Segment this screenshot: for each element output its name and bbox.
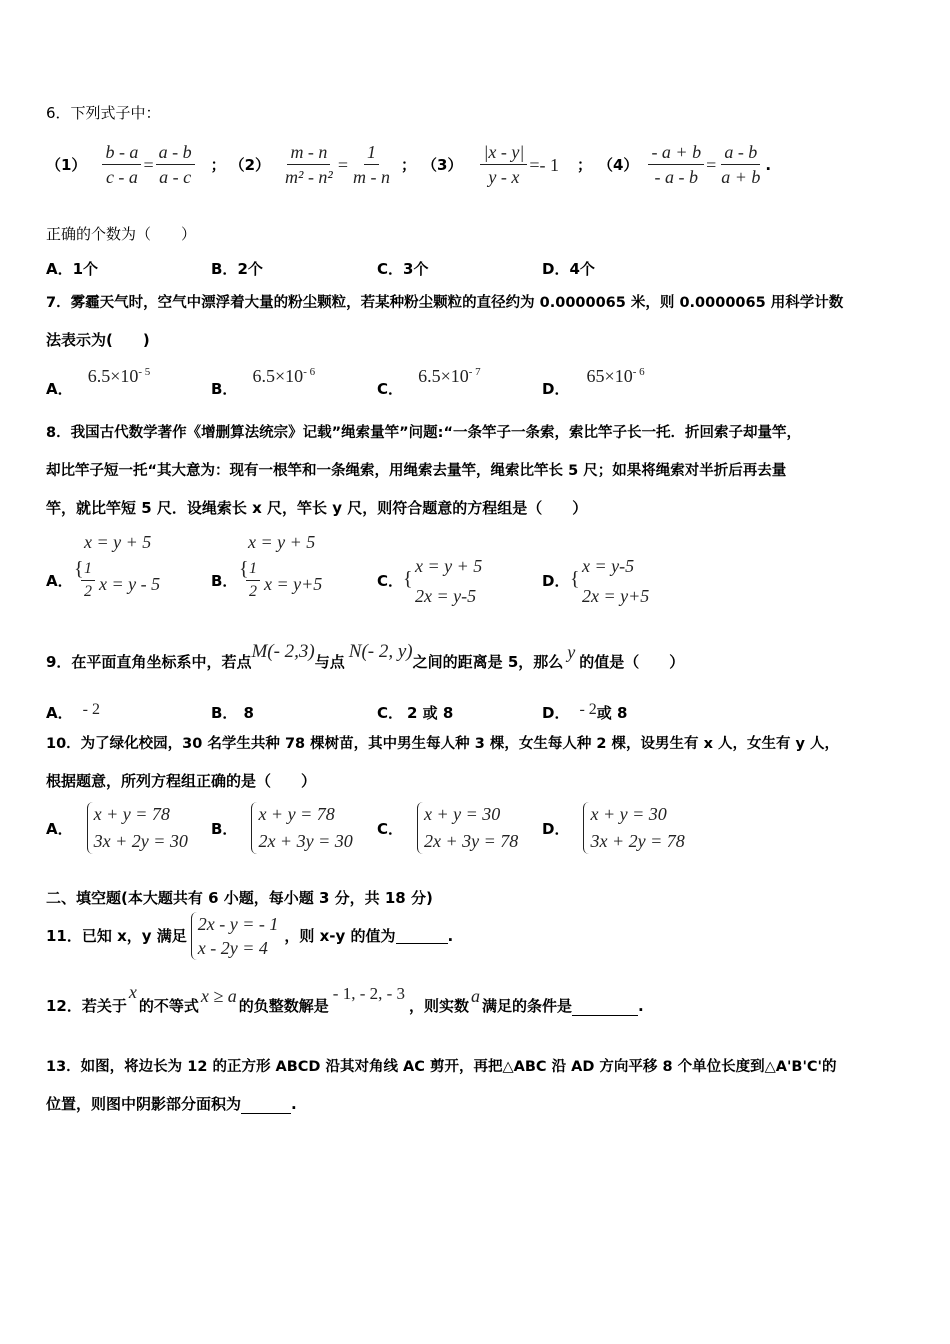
q8-option-b[interactable]: B． { x = y + 5 $\frac{1}{2}$ x = y+5 <box>211 532 323 600</box>
q8-option-c[interactable]: C． { x = y + 5 2x = y-5 <box>377 556 483 606</box>
q10-line2: 根据题意，所列方程组正确的是（ ） <box>46 772 317 790</box>
q12-var-a: a <box>471 986 481 1006</box>
q9-var-y: y <box>567 642 576 662</box>
q6-item2-eq: = <box>337 154 348 175</box>
q11-answer-blank[interactable] <box>396 929 448 944</box>
q10-line1: 10．为了绿化校园，30 名学生共种 78 棵树苗，其中男生每人种 3 棵，女生每人种 2 棵，设男生有 x 人，女生有 y 人， <box>46 736 840 752</box>
q11-text1: 11．已知 x，y 满足 <box>46 927 187 945</box>
q8-option-d[interactable]: D． { x = y-5 2x = y+5 <box>542 556 650 606</box>
q10-option-b[interactable]: B． x + y = 78 2x + 3y = 30 <box>211 802 353 854</box>
q9-text1: 9．在平面直角坐标系中，若点 <box>46 653 252 671</box>
q13-line1: 13．如图，将边长为 12 的正方形 ABCD 沿其对角线 AC 剪开，再把△ABC 沿 AD 方向平移 8 个单位长度到△A'B'C'的 <box>46 1059 837 1075</box>
q6-item1-lhs: $\frac{b - a}{c - a}$ <box>102 142 141 187</box>
q6-option-d[interactable]: D．4个 <box>542 260 595 278</box>
q8-line3: 竿，就比竿短 5 尺．设绳索长 x 尺，竿长 y 尺，则符合题意的方程组是（ ） <box>46 499 588 517</box>
q6-item4-sep: . <box>765 155 772 174</box>
q6-item2-label: （2） <box>229 155 271 174</box>
q7-option-d[interactable]: D． $65\times 10^{- 6}$ <box>542 366 645 398</box>
q12-inequality: x ≥ a <box>200 986 237 1006</box>
q6-item1-label: （1） <box>46 155 87 174</box>
q12-text1: 12．若关于 <box>46 997 127 1015</box>
q6-item1-eq: = <box>143 154 154 175</box>
q6-item4-lhs: $\frac{- a + b}{- a - b}$ <box>648 142 704 187</box>
q9-stem <box>46 641 685 671</box>
q6-option-a[interactable]: A．1个 <box>46 260 99 278</box>
q8-line2: 却比竿子短一托“其大意为：现有一根竿和一条绳索，用绳索去量竿，绳索比竿长 5 尺；如果将绳索对半折后再去量 <box>46 463 787 479</box>
q9-point-m: M(- 2,3) <box>251 641 315 662</box>
q12-text6: . <box>638 997 644 1015</box>
q9-option-c[interactable]: C． 2 或 8 <box>377 704 454 722</box>
q6-item4-label: （4） <box>598 155 639 174</box>
q11-text2: ，则 x-y 的值为 <box>284 927 396 945</box>
q6-item3-eq: =- 1 <box>529 154 559 175</box>
q6-stem: 6．下列式子中： <box>46 104 161 122</box>
q12-solutions: - 1, - 2, - 3 <box>332 984 406 1003</box>
q6-item3-lhs: $\frac{|x - y|}{y - x}$ <box>480 142 527 187</box>
q6-question: 正确的个数为（ ） <box>46 225 197 243</box>
q7-option-b[interactable]: B． $6.5\times 10^{- 6}$ <box>211 366 316 398</box>
q12-text2: 的不等式 <box>138 997 199 1015</box>
q11-system: 2x - y = - 1 x - 2y = 4 <box>191 912 279 960</box>
q9-point-n: N(- 2, y) <box>348 641 413 662</box>
q10-option-c[interactable]: C． x + y = 30 2x + 3y = 78 <box>377 802 518 854</box>
q12-answer-blank[interactable] <box>572 1001 638 1016</box>
q12-text4: ，则实数 <box>409 997 470 1015</box>
q9-option-d[interactable]: D． - 2或 8 <box>542 701 628 722</box>
q9-text2: 与点 <box>314 653 345 671</box>
q12-stem <box>46 982 644 1016</box>
q7-option-a[interactable]: A． $6.5\times 10^{- 5}$ <box>46 366 151 398</box>
q7-line2: 法表示为( ) <box>46 331 150 349</box>
q11-stem <box>46 912 453 960</box>
q6-option-b[interactable]: B．2个 <box>211 260 263 278</box>
q6-option-c[interactable]: C．3个 <box>377 260 429 278</box>
q9-text4: 的值是（ ） <box>579 653 685 671</box>
q10-option-a[interactable]: A． x + y = 78 3x + 2y = 30 <box>46 802 188 854</box>
section-2-heading: 二、填空题(本大题共有 6 小题，每小题 3 分，共 18 分) <box>46 889 433 907</box>
q11-text3: . <box>447 927 454 945</box>
q13-answer-blank[interactable] <box>241 1099 291 1114</box>
q6-item3-label: （3） <box>422 155 463 174</box>
q8-line1: 8．我国古代数学著作《增删算法统宗》记载”绳索量竿”问题:“一条竿子一条索，索比竿子长一托．折回索子却量竿， <box>46 425 801 441</box>
q6-item1-rhs: $\frac{a - b}{a - c}$ <box>156 142 195 187</box>
q6-item2-sep: ； <box>401 155 417 174</box>
q6-items <box>46 142 771 187</box>
q6-item4-eq: = <box>706 154 717 175</box>
q6-item4-rhs: $\frac{a - b}{a + b}$ <box>721 142 761 187</box>
q6-item2-rhs: $\frac{1}{m - n}$ <box>353 142 390 187</box>
q7-option-c[interactable]: C． $6.5\times 10^{- 7}$ <box>377 366 481 398</box>
q9-option-a[interactable]: A． - 2 <box>46 701 100 722</box>
q6-item3-sep: ； <box>576 155 592 174</box>
q6-item2-lhs: $\frac{m - n}{\text{m² - n²}}$ <box>285 142 333 187</box>
q13-text: 位置，则图中阴影部分面积为 <box>46 1095 242 1113</box>
q8-option-a[interactable]: A． { x = y + 5 $\frac{1}{2}$ x = y - 5 <box>46 532 161 600</box>
q13-line2 <box>46 1094 297 1114</box>
q6-item1-sep: ； <box>210 155 226 174</box>
q9-option-b[interactable]: B． 8 <box>211 704 254 722</box>
q9-text3: 之间的距离是 5，那么 <box>412 653 564 671</box>
q12-text3: 的负整数解是 <box>238 997 329 1015</box>
q7-line1: 7．雾霾天气时，空气中漂浮着大量的粉尘颗粒，若某种粉尘颗粒的直径约为 0.0000065 米，则 0.0000065 用科学计数 <box>46 295 844 311</box>
q13-end: . <box>291 1095 297 1113</box>
q12-text5: 满足的条件是 <box>482 997 573 1015</box>
q12-var-x: x <box>128 982 137 1002</box>
q10-option-d[interactable]: D． x + y = 30 3x + 2y = 78 <box>542 802 685 854</box>
